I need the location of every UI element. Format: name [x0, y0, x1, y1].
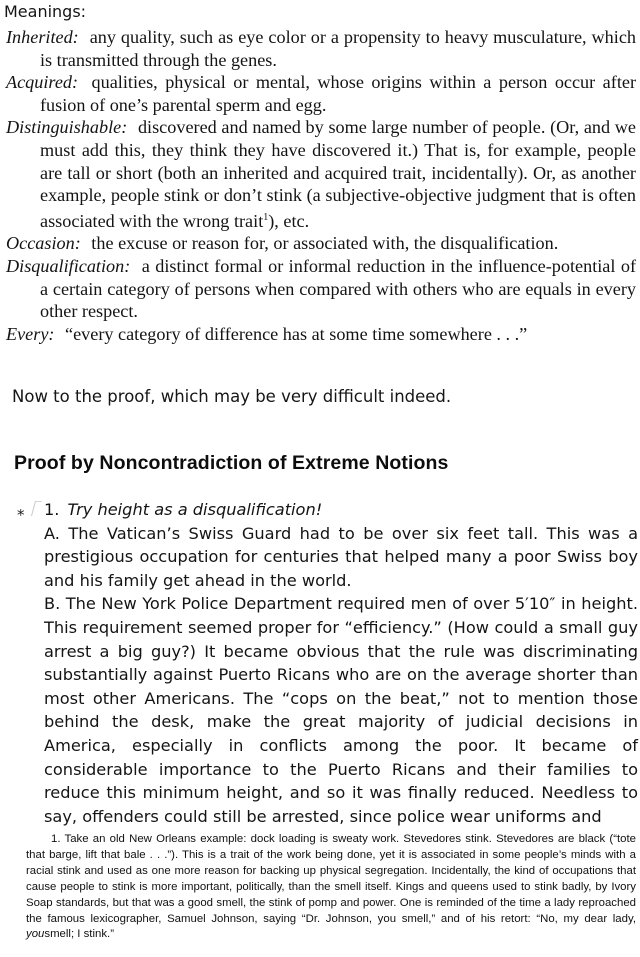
item-title: Try height as a disqualification!: [67, 500, 323, 519]
footnote: [26, 832, 636, 943]
definition-text: qualities, physical or mental, whose origins within a person occur after fusion of one’s parental sperm and egg.: [40, 72, 636, 115]
definition-disqualification: [6, 255, 636, 323]
definition-term: Acquired:: [6, 72, 79, 93]
definition-text: “every category of difference has at some time somewhere . . .”: [65, 323, 528, 344]
definition-text-end: ), etc.: [268, 210, 310, 231]
meanings-label: Meanings:: [4, 2, 87, 21]
definition-term: Occasion:: [6, 233, 81, 254]
definitions-list: [6, 26, 636, 345]
definition-text: the excuse or reason for, or associated with, the disqualification.: [91, 233, 559, 254]
footnote-body-end: smell; I stink.”: [44, 928, 114, 941]
footnote-body: Take an old New Orleans example: dock loading is sweaty work. Stevedores stink. Stevedores are black (“tote that barge, lift that bale . . .”). This is a trait of the work being done, yet it is associated in some people’s minds with a racial stink and used as one more reason for backing up physical segregation. Incidentally, the kind of occupations that cause people to stink is more important, politically, than the smell itself. Kings and queens used to stink badly, by Ivory Soap standards, but that was a good smell, the stink of pomp and power. One is reminded of the time a lady reproached the famous lexicographer, Samuel Johnson, saying “Dr. Johnson, you smell,” and of his retort: “No, my dear lady,: [26, 833, 636, 925]
definition-occasion: [6, 232, 636, 255]
definition-text: any quality, such as eye color or a propensity to heavy musculature, which is transmitted through the genes.: [40, 27, 636, 70]
section-heading: Proof by Noncontradiction of Extreme Notions: [14, 452, 449, 474]
definition-term: Distinguishable:: [6, 117, 128, 138]
footnote-text: [26, 832, 636, 943]
definition-acquired: [6, 71, 636, 116]
asterisk-marker: *: [17, 506, 25, 524]
item-paragraph: A. The Vatican’s Swiss Guard had to be over six feet tall. This was a prestigious occupation for centuries that helped many a poor Swiss boy and his family get ahead in the world.: [44, 523, 638, 590]
definition-term: Disqualification:: [6, 256, 131, 276]
item-number: 1.: [44, 500, 60, 519]
definition-every: [6, 323, 636, 346]
definition-term: Every:: [6, 323, 55, 344]
footnote-emphasis: you: [26, 928, 45, 941]
definition-text: discovered and named by some large number of people. (Or, and we must add this, they think they have discovered it.) That is, for example, people are tall or short (both an inherited and acquired trait, incidentally). Or, as another example, people stink or don’t stink (a subjective-objective judgment that is often associated with the wrong trait: [40, 117, 636, 231]
definition-term: Inherited:: [6, 27, 79, 47]
definition-distinguishable: [6, 116, 636, 232]
item-paragraph: B. The New York Police Department required men of over 5′10″ in height. This requirement seemed proper for “efficiency.” (How could a small guy arrest a big guy?) It became obvious that the rule was discriminating substantially against Puerto Ricans who are on the average shorter than most other Americans. The “cops on the beat,” not to mention those behind the desk, make the great majority of judicial decisions in America, especially in conflicts among the poor. It became of considerable importance to the Puerto Ricans and their families to reduce this minimum height, and so it was finally reduced. Needless to say, offenders could still be arrested, since police wear uniforms and: [44, 594, 638, 826]
pencil-mark: [31, 501, 42, 516]
proof-item-heading: [44, 498, 638, 522]
definition-text: a distinct formal or informal reduction in the influence-potential of a certain category of persons when compared with others who are equals in every other respect.: [40, 256, 637, 322]
proof-item: [44, 498, 638, 828]
definition-inherited: [6, 26, 636, 71]
footnote-reference[interactable]: 1: [263, 211, 269, 223]
footnote-number: 1.: [51, 833, 61, 845]
transition-sentence: Now to the proof, which may be very difficult indeed.: [12, 387, 452, 406]
